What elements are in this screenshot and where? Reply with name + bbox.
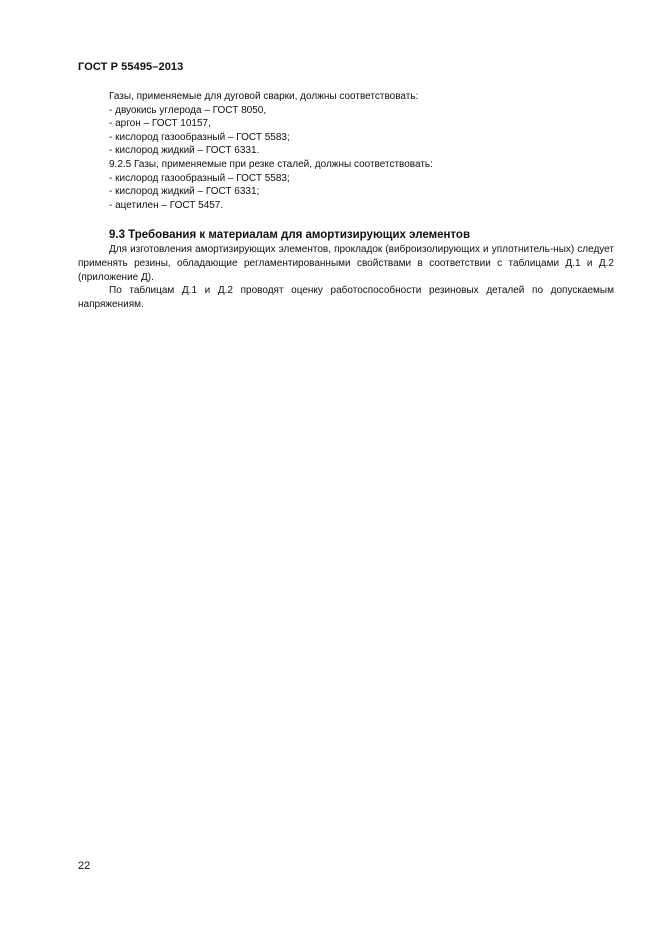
cutting-item-oxygen-gas: - кислород газообразный – ГОСТ 5583; xyxy=(109,172,290,184)
arc-welding-intro: Газы, применяемые для дуговой сварки, должны соответствовать: xyxy=(109,91,419,102)
cutting-item-oxygen-liquid: - кислород жидкий – ГОСТ 6331; xyxy=(109,186,260,198)
arc-welding-item-oxygen-gas: - кислород газообразный – ГОСТ 5583; xyxy=(109,131,290,143)
cutting-intro: 9.2.5 Газы, применяемые при резке сталей, должны соответствовать: xyxy=(109,158,433,170)
cutting-item-acetylene: - ацетилен – ГОСТ 5457. xyxy=(109,199,224,211)
arc-welding-item-oxygen-liquid: - кислород жидкий – ГОСТ 6331. xyxy=(109,145,260,157)
section-heading: 9.3 Требования к материалам для амортизирующих элементов xyxy=(109,229,471,242)
page-number: 22 xyxy=(78,860,91,872)
arc-welding-item-argon: - аргон – ГОСТ 10157, xyxy=(109,118,211,130)
arc-welding-item-co2: - двуокись углерода – ГОСТ 8050, xyxy=(109,104,267,116)
table-evaluation-paragraph: По таблицам Д.1 и Д.2 проводят оценку работоспособности резиновых деталей по допускаемым напряжениям. xyxy=(78,285,614,310)
page-content xyxy=(78,90,614,311)
document-code-header: ГОСТ Р 55495–2013 xyxy=(78,61,184,73)
shock-absorber-paragraph: Для изготовления амортизирующих элементов, прокладок (виброизолирующих и уплотнитель-ных) следует применять резины, обладающие регламентированными свойствами в соответствии с таблицами Д.1 и Д.2 (приложение Д). xyxy=(78,244,614,283)
